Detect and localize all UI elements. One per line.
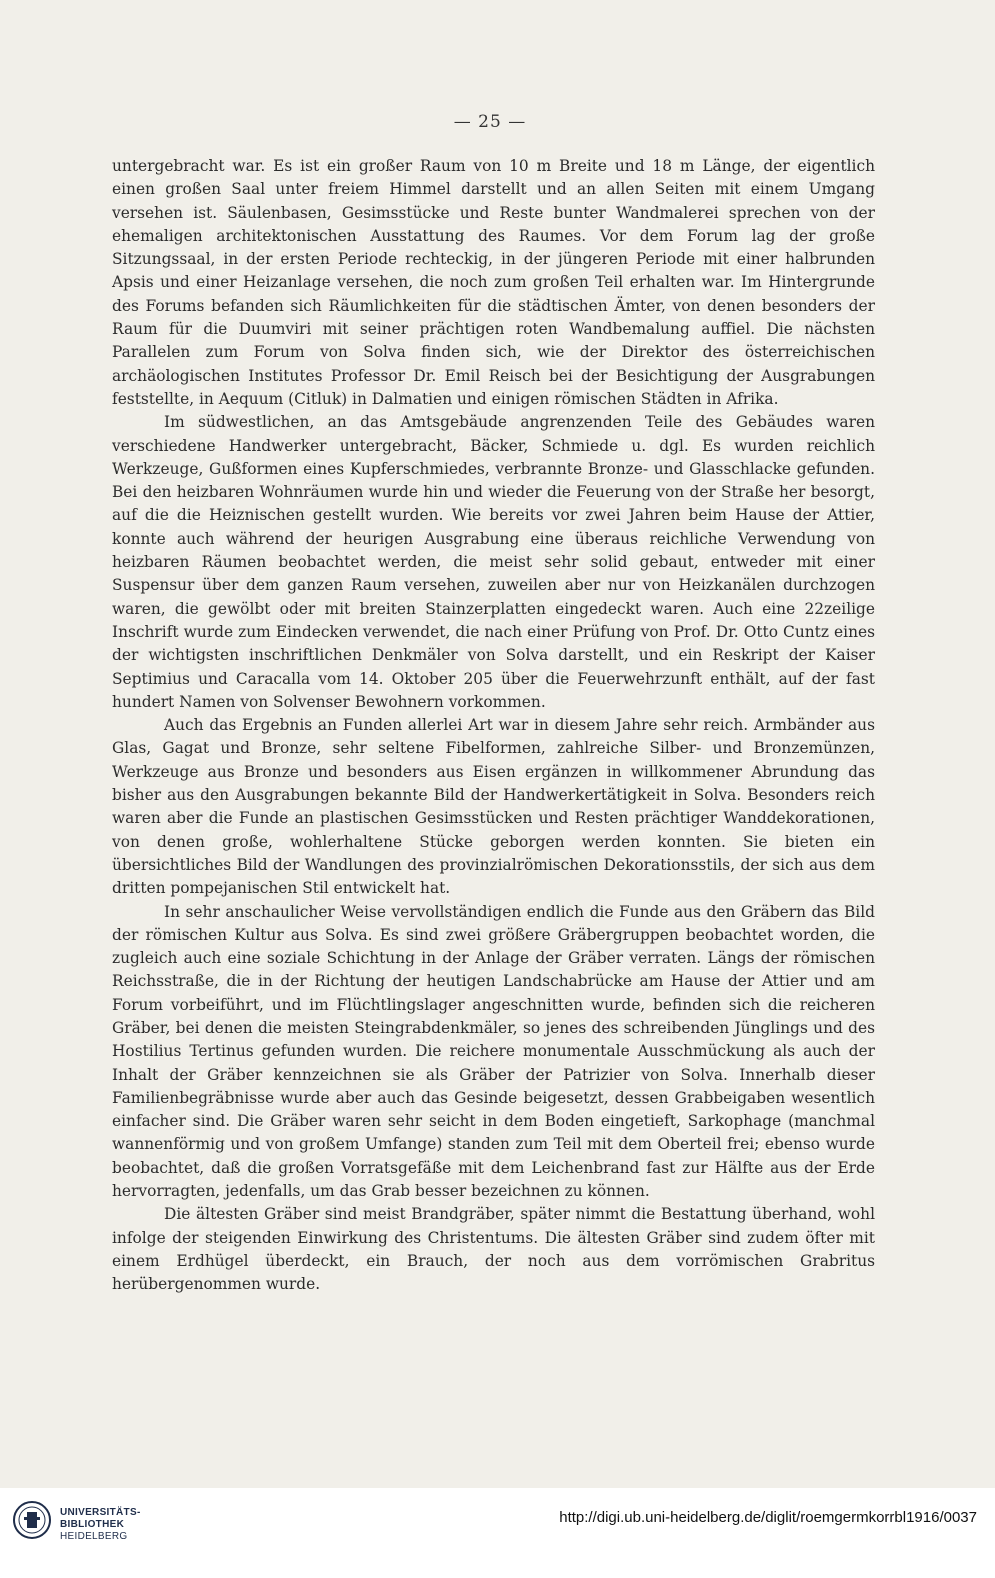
library-line-2: BIBLIOTHEK (60, 1519, 125, 1530)
university-seal-icon (12, 1500, 52, 1540)
library-name (60, 1507, 141, 1543)
page-number: — 25 — (453, 112, 527, 132)
paragraph-1: untergebracht war. Es ist ein großer Raum von 10 m Breite und 18 m Länge, der eigentlich einen großen Saal unter freiem Himmel darstellt und an allen Seiten mit einem Umgang versehen ist. Säulenbasen, Gesimsstücke und Reste bunter Wandmalerei sprechen von der ehemaligen architektonischen Ausstattung des Raumes. Vor dem Forum lag der große Sitzungssaal, in der ersten Periode rechteckig, in der jüngeren Periode mit einer halbrunden Apsis und einer Heizanlage versehen, die noch zum großen Teil erhalten war. Im Hintergrunde des Forums befanden sich Räumlichkeiten für die städtischen Ämter, von denen besonders der Raum für die Duumviri mit seiner prächtigen roten Wandbemalung auffiel. Die nächsten Parallelen zum Forum von Solva finden sich, wie der Direktor des österreichischen archäologischen Institutes Professor Dr. Emil Reisch bei der Besichtigung der Ausgrabungen feststellte, in Aequum (Citluk) in Dalmatien und einigen römischen Städten in Afrika. (112, 157, 875, 408)
source-url-link[interactable]: http://digi.ub.uni-heidelberg.de/diglit/roemgermkorrbl1916/0037 (559, 1509, 977, 1526)
library-line-3: HEIDELBERG (60, 1531, 128, 1542)
paragraph-3: Auch das Ergebnis an Funden allerlei Art war in diesem Jahre sehr reich. Armbänder aus Glas, Gagat und Bronze, sehr seltene Fibelformen, zahlreiche Silber- und Bronzemünzen, Werkzeuge aus Bronze und besonders aus Eisen ergänzen in willkommener Abrundung das bisher aus den Ausgrabungen bekannte Bild der Handwerkertätigkeit in Solva. Besonders reich waren aber die Funde an plastischen Gesimsstücken und Resten prächtiger Wanddekorationen, von denen große, wohlerhaltene Stücke geborgen werden konnten. Sie bieten ein übersichtliches Bild der Wandlungen des provinzialrömischen Dekorationsstils, der sich aus dem dritten pompejanischen Stil entwickelt hat. (112, 716, 875, 898)
paragraph-4: In sehr anschaulicher Weise vervollständigen endlich die Funde aus den Gräbern das Bild der römischen Kultur aus Solva. Es sind zwei größere Gräbergruppen beobachtet worden, die zugleich auch eine soziale Schichtung in der Anlage der Gräber verraten. Längs der römischen Reichsstraße, die in der Richtung der heutigen Landschabrücke am Hause der Attier und am Forum vorbeiführt, und im Flüchtlingslager angeschnitten wurde, befinden sich die reicheren Gräber, bei denen die meisten Steingrabdenkmäler, so jenes des schreibenden Jünglings und des Hostilius Tertinus gefunden wurden. Die reichere monumentale Ausschmückung als auch der Inhalt der Gräber kennzeichnen sie als Gräber der Patrizier von Solva. Innerhalb dieser Familienbegräbnisse wurde aber auch das Gesinde beigesetzt, dessen Grabbeigaben wesentlich einfacher sind. Die Gräber waren sehr seicht in dem Boden eingetieft, Sarkophage (manchmal wannenförmig und von großem Umfange) standen zum Teil mit dem Oberteil frei; ebenso wurde beobachtet, daß die großen Vorratsgefäße mit dem Leichenbrand fast zur Hälfte aus der Erde hervorragten, jedenfalls, um das Grab besser bezeichnen zu können. (112, 902, 875, 1201)
footer-bar (0, 1488, 995, 1578)
paragraph-5: Die ältesten Gräber sind meist Brandgräber, später nimmt die Bestattung überhand, wohl infolge der steigenden Einwirkung des Christentums. Die ältesten Gräber sind zudem öfter mit einem Erdhügel überdeckt, ein Brauch, der noch aus dem vorrömischen Grabritus herübergenommen wurde. (112, 1205, 875, 1294)
paragraph-2: Im südwestlichen, an das Amtsgebäude angrenzenden Teile des Gebäudes waren verschiedene Handwerker untergebracht, Bäcker, Schmiede u. dgl. Es wurden reichlich Werkzeuge, Gußformen eines Kupferschmiedes, verbrannte Bronze- und Glasschlacke gefunden. Bei den heizbaren Wohnräumen wurde hin und wieder die Feuerung von der Straße her besorgt, auf die die Heiznischen gestellt wurden. Wie bereits vor zwei Jahren beim Hause der Attier, konnte auch während der heurigen Ausgrabung eine überaus reichliche Verwendung von heizbaren Räumen beobachtet werden, die meist sehr solid gebaut, entweder mit einer Suspensur über dem ganzen Raum versehen, zuweilen aber nur von Heizkanälen durchzogen waren, die gewölbt oder mit breiten Stainzerplatten eingedeckt waren. Auch eine 22zeilige Inschrift wurde zum Eindecken verwendet, die nach einer Prüfung von Prof. Dr. Otto Cuntz eines der wichtigsten inschriftlichen Denkmäler von Solva darstellt, und ein Reskript der Kaiser Septimius und Caracalla vom 14. Oktober 205 über die Feuerwehrzunft enthält, auf der fast hundert Namen von Solvenser Bewohnern vorkommen. (112, 413, 875, 711)
library-line-1: UNIVERSITÄTS- (60, 1507, 141, 1518)
body-text (112, 155, 875, 1297)
